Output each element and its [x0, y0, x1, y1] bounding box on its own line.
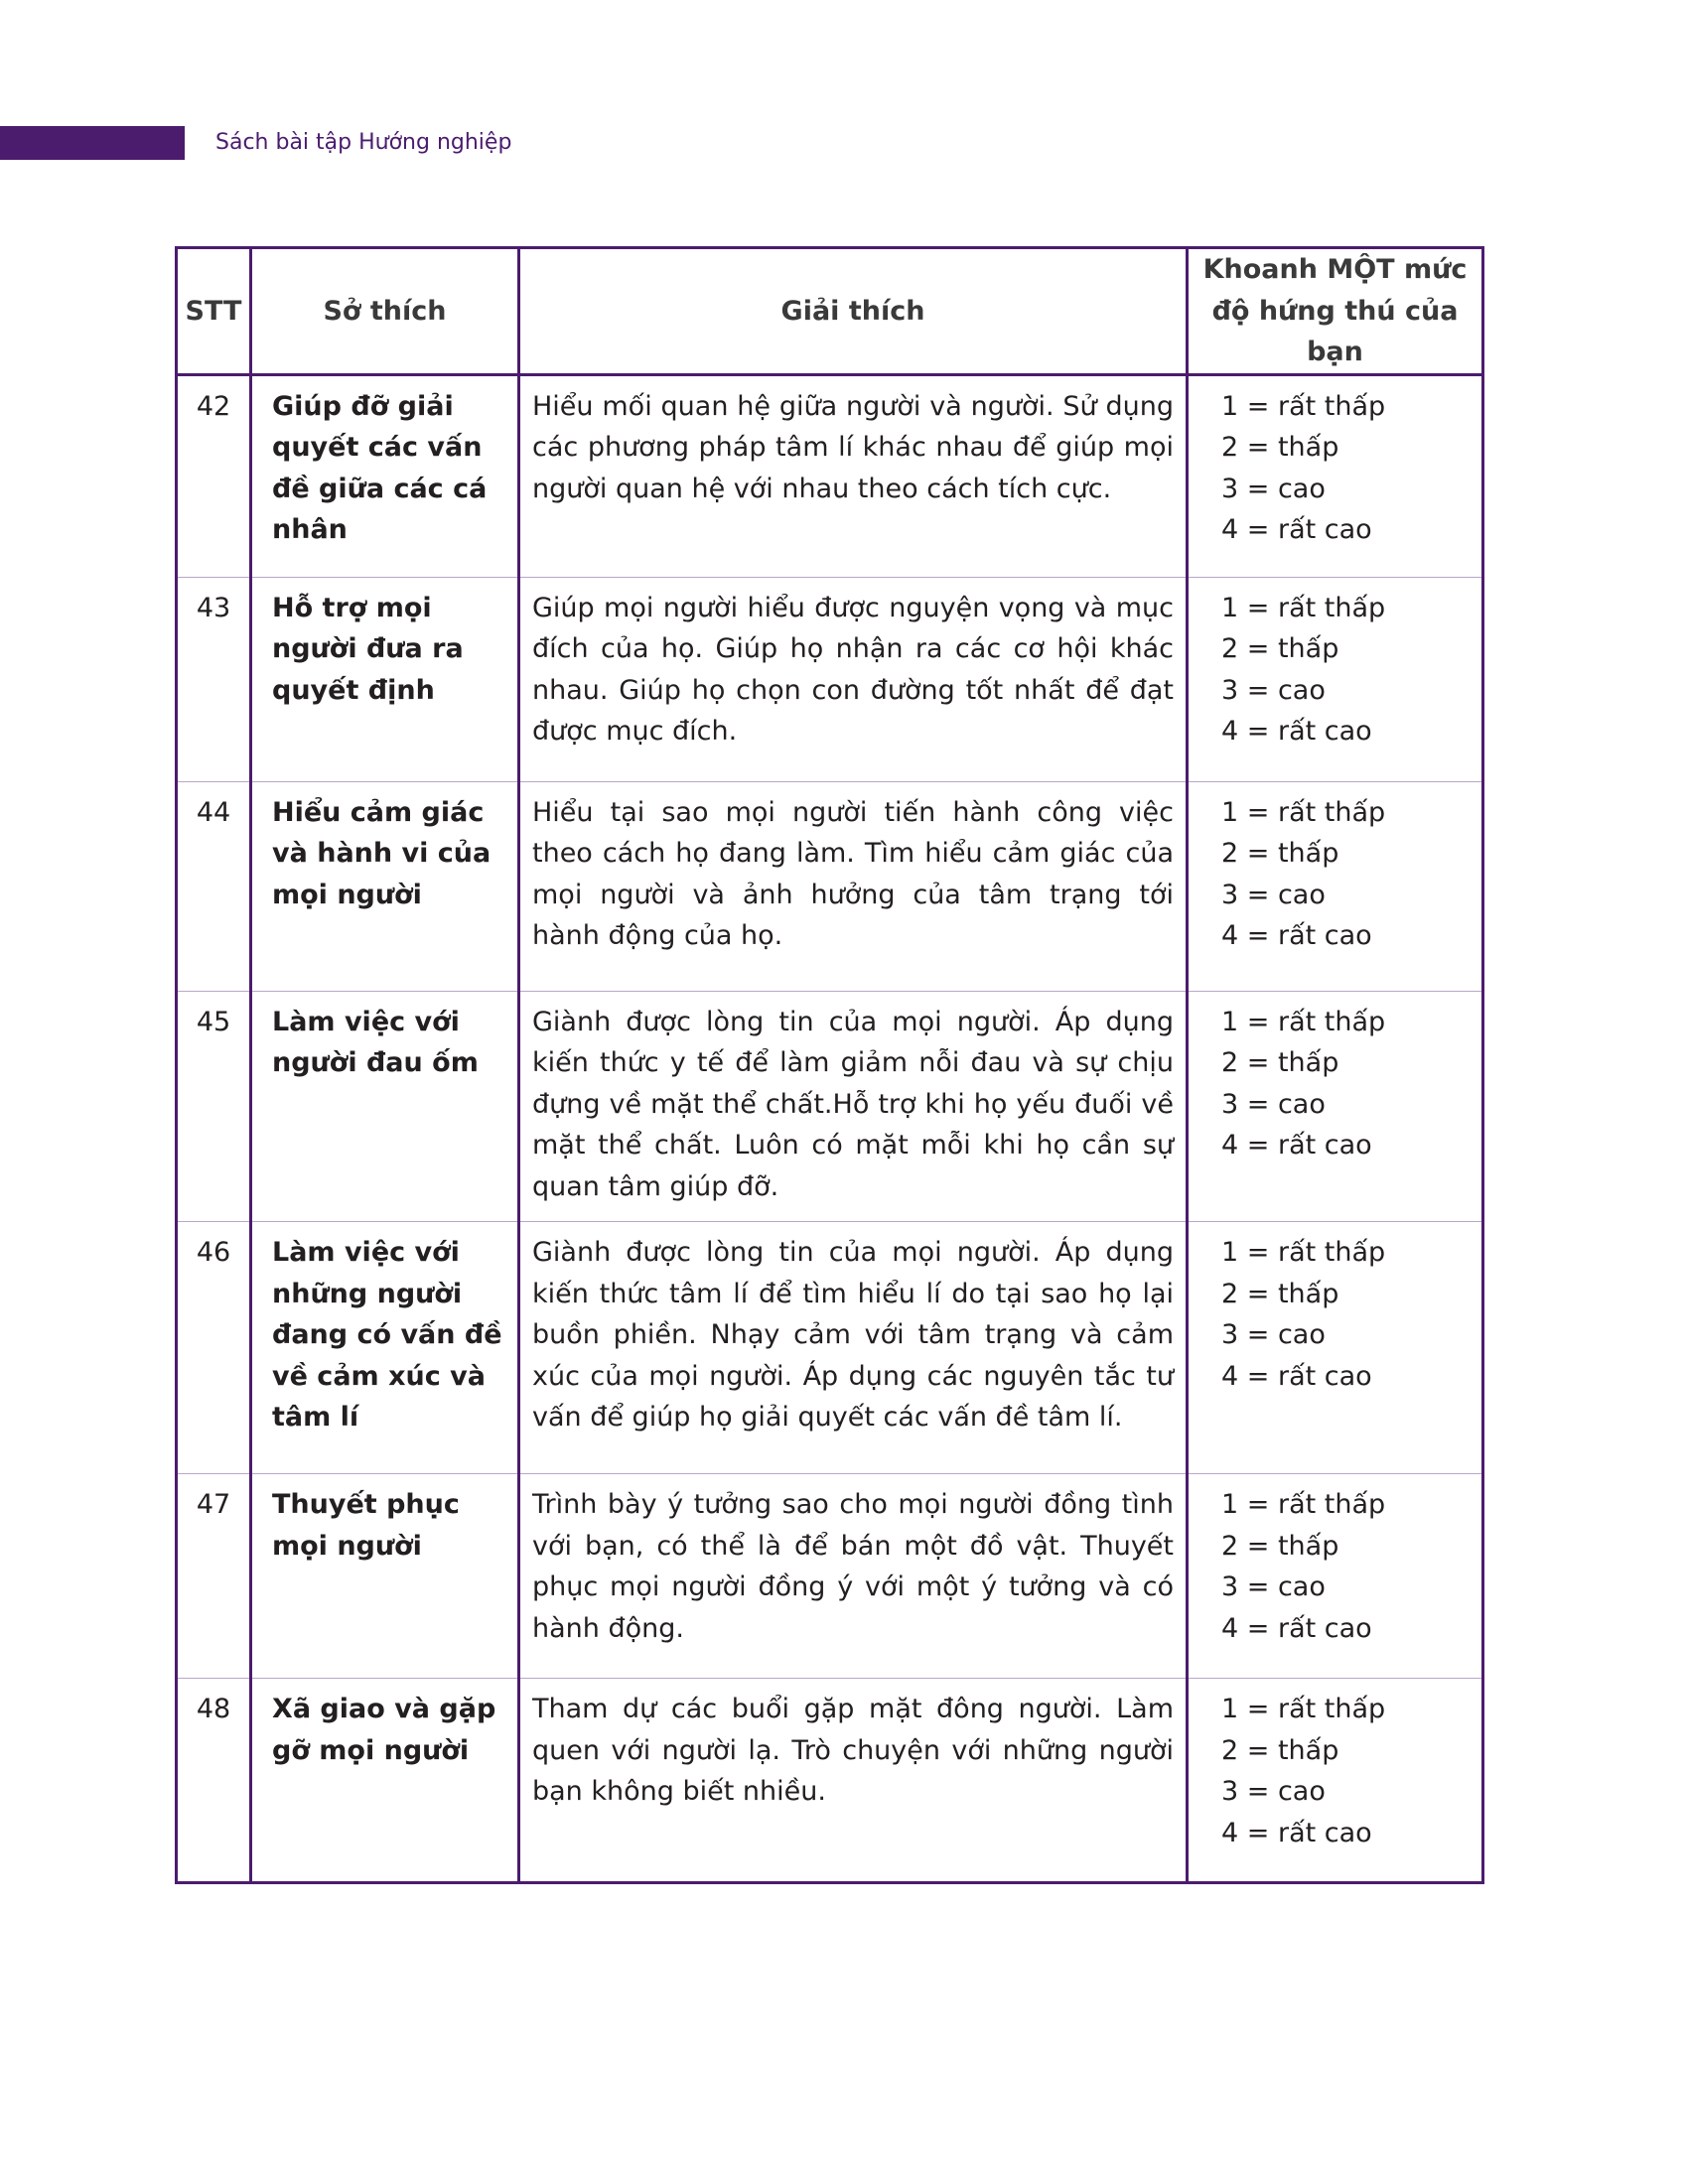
- rating-option[interactable]: 2 = thấp: [1221, 1047, 1339, 1078]
- rating-option[interactable]: 2 = thấp: [1221, 1278, 1339, 1309]
- column-header-rating: Khoanh MỘT mức độ hứng thú của bạn: [1188, 248, 1483, 375]
- interest-name: Làm việc với người đau ốm: [251, 991, 519, 1222]
- row-number: 43: [177, 577, 251, 781]
- rating-option[interactable]: 3 = cao: [1221, 879, 1326, 910]
- table-row: [177, 1222, 1483, 1474]
- rating-option[interactable]: 3 = cao: [1221, 674, 1326, 706]
- row-number: 45: [177, 991, 251, 1222]
- table-row: [177, 374, 1483, 577]
- rating-options: [1188, 374, 1483, 577]
- row-number: 47: [177, 1474, 251, 1679]
- row-number: 42: [177, 374, 251, 577]
- column-header-explanation: Giải thích: [519, 248, 1188, 375]
- rating-options: [1188, 1474, 1483, 1679]
- rating-option[interactable]: 3 = cao: [1221, 473, 1326, 504]
- rating-option[interactable]: 1 = rất thấp: [1221, 796, 1386, 828]
- interest-name: Xã giao và gặp gỡ mọi người: [251, 1679, 519, 1883]
- table-row: [177, 781, 1483, 991]
- rating-options: [1188, 577, 1483, 781]
- interest-name: Thuyết phục mọi người: [251, 1474, 519, 1679]
- interest-explanation: Hiểu mối quan hệ giữa người và người. Sử dụng các phương pháp tâm lí khác nhau để giúp mọi người quan hệ với nhau theo cách tích cực.: [519, 374, 1188, 577]
- interest-explanation: Giành được lòng tin của mọi người. Áp dụng kiến thức tâm lí để tìm hiểu lí do tại sao họ lại buồn phiền. Nhạy cảm với tâm trạng và cảm xúc của mọi người. Áp dụng các nguyên tắc tư vấn để giúp họ giải quyết các vấn đề tâm lí.: [519, 1222, 1188, 1474]
- rating-option[interactable]: 1 = rất thấp: [1221, 1237, 1386, 1268]
- row-number: 46: [177, 1222, 251, 1474]
- rating-option[interactable]: 2 = thấp: [1221, 633, 1339, 664]
- rating-options: [1188, 1679, 1483, 1883]
- interest-name: Hiểu cảm giác và hành vi của mọi người: [251, 781, 519, 991]
- row-number: 48: [177, 1679, 251, 1883]
- row-number: 44: [177, 781, 251, 991]
- interest-name: Làm việc với những người đang có vấn đề về cảm xúc và tâm lí: [251, 1222, 519, 1474]
- column-header-interest: Sở thích: [251, 248, 519, 375]
- rating-option[interactable]: 4 = rất cao: [1221, 1130, 1372, 1160]
- rating-option[interactable]: 4 = rất cao: [1221, 1612, 1372, 1644]
- rating-option[interactable]: 2 = thấp: [1221, 1530, 1339, 1562]
- column-header-stt: STT: [177, 248, 251, 375]
- rating-option[interactable]: 4 = rất cao: [1221, 1360, 1372, 1392]
- interest-explanation: Trình bày ý tưởng sao cho mọi người đồng tình với bạn, có thể là để bán một đồ vật. Thuyết phục mọi người đồng ý với một ý tưởng và có hành động.: [519, 1474, 1188, 1679]
- rating-option[interactable]: 4 = rất cao: [1221, 716, 1372, 747]
- interest-name: Hỗ trợ mọi người đưa ra quyết định: [251, 577, 519, 781]
- rating-option[interactable]: 2 = thấp: [1221, 432, 1339, 463]
- interest-explanation: Hiểu tại sao mọi người tiến hành công việc theo cách họ đang làm. Tìm hiểu cảm giác của mọi người và ảnh hưởng của tâm trạng tới hành động của họ.: [519, 781, 1188, 991]
- rating-option[interactable]: 1 = rất thấp: [1221, 1489, 1386, 1520]
- interest-name: Giúp đỡ giải quyết các vấn đề giữa các cá nhân: [251, 374, 519, 577]
- rating-option[interactable]: 2 = thấp: [1221, 1734, 1339, 1766]
- interest-explanation: Giúp mọi người hiểu được nguyện vọng và mục đích của họ. Giúp họ nhận ra các cơ hội khác nhau. Giúp họ chọn con đường tốt nhất để đạt được mục đích.: [519, 577, 1188, 781]
- rating-option[interactable]: 1 = rất thấp: [1221, 390, 1386, 422]
- rating-option[interactable]: 3 = cao: [1221, 1088, 1326, 1120]
- header-accent-bar: [0, 126, 185, 160]
- interest-explanation: Giành được lòng tin của mọi người. Áp dụng kiến thức y tế để làm giảm nỗi đau và sự chịu đựng về mặt thể chất.Hỗ trợ khi họ yếu đuối về mặt thể chất. Luôn có mặt mỗi khi họ cần sự quan tâm giúp đỡ.: [519, 991, 1188, 1222]
- table-row: [177, 1474, 1483, 1679]
- interest-explanation: Tham dự các buổi gặp mặt đông người. Làm quen với người lạ. Trò chuyện với những người bạn không biết nhiều.: [519, 1679, 1188, 1883]
- table-row: [177, 577, 1483, 781]
- rating-option[interactable]: 3 = cao: [1221, 1319, 1326, 1350]
- interests-table: [175, 246, 1484, 1884]
- rating-option[interactable]: 1 = rất thấp: [1221, 1694, 1386, 1724]
- table-row: [177, 991, 1483, 1222]
- table-header-row: [177, 248, 1483, 375]
- rating-option[interactable]: 1 = rất thấp: [1221, 592, 1386, 623]
- rating-option[interactable]: 4 = rất cao: [1221, 1817, 1372, 1848]
- rating-options: [1188, 1222, 1483, 1474]
- rating-option[interactable]: 2 = thấp: [1221, 838, 1339, 869]
- table-row: [177, 1679, 1483, 1883]
- rating-option[interactable]: 3 = cao: [1221, 1571, 1326, 1602]
- rating-option[interactable]: 1 = rất thấp: [1221, 1006, 1386, 1037]
- rating-option[interactable]: 4 = rất cao: [1221, 920, 1372, 951]
- rating-options: [1188, 781, 1483, 991]
- rating-option[interactable]: 3 = cao: [1221, 1776, 1326, 1807]
- book-title: Sách bài tập Hướng nghiệp: [215, 130, 512, 155]
- rating-option[interactable]: 4 = rất cao: [1221, 514, 1372, 545]
- rating-options: [1188, 991, 1483, 1222]
